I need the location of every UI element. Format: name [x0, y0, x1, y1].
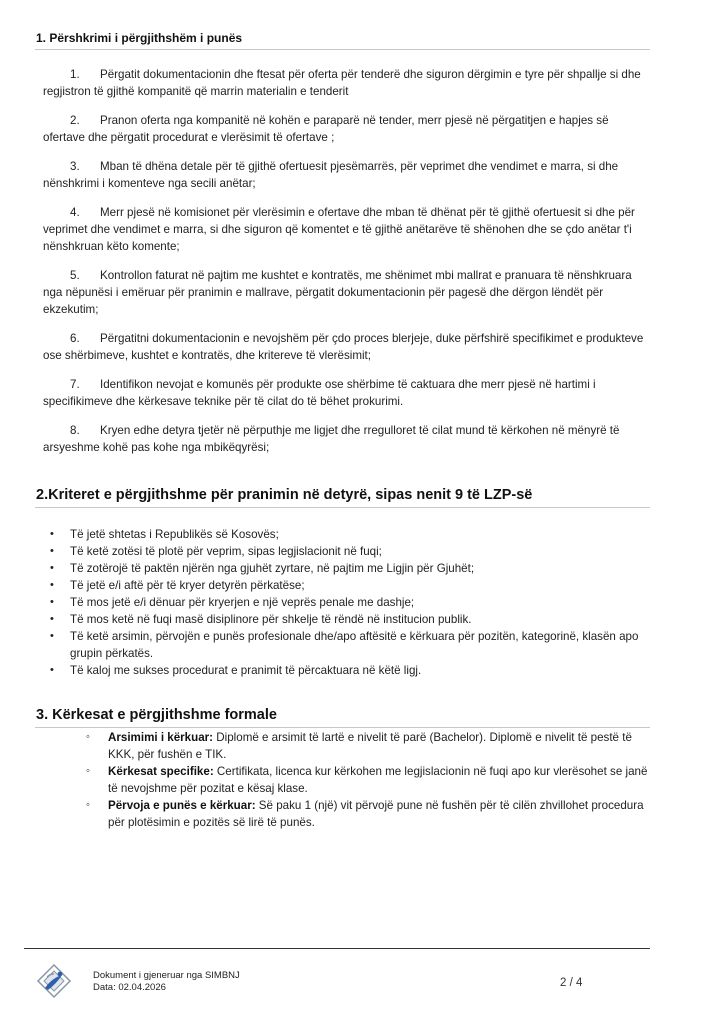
page-number: 2 / 4 — [560, 977, 583, 989]
section-1-divider — [35, 49, 650, 50]
section-1-title: 1. Përshkrimi i përgjithshëm i punës — [36, 31, 243, 45]
duty-item: 1. Përgatit dokumentacionin dhe ftesat për oferta për tenderë dhe siguron dërgimin e tyre për shpallje si dhe regjistron të gjithë kompanitë që marrin materialin e tenderit — [43, 68, 641, 98]
footer-text — [93, 970, 240, 994]
bullet-icon: • — [50, 528, 54, 540]
bullet-icon: • — [50, 562, 54, 574]
section-3-heading — [36, 706, 650, 728]
bullet-icon: • — [50, 596, 54, 608]
section-2-heading — [36, 486, 650, 508]
bullet-icon: • — [50, 545, 54, 557]
section-1-heading — [36, 30, 650, 50]
section-3-divider — [35, 727, 650, 728]
criteria-item: • Të zotërojë të paktën njërën nga gjuhët zyrtare, në pajtim me Ligjin për Gjuhët; — [50, 562, 475, 575]
bullet-icon: • — [50, 664, 54, 676]
duty-item: 2. Pranon oferta nga kompanitë në kohën e paraparë në tender, merr pjesë në përgatitjen e hapjes së ofertave dhe përgatit procedurat e vlerësimit të ofertave ; — [43, 114, 609, 144]
requirement-item: ◦ Arsimimi i kërkuar: Diplomë e arsimit të lartë e nivelit të parë (Bachelor). Diplomë e nivelit të pestë të KKK, për fushën e TIK. — [86, 731, 632, 761]
section-2-divider — [35, 507, 650, 508]
criteria-item: • Të ketë arsimin, përvojën e punës profesionale dhe/apo aftësitë e kërkuara për pozitën, kategorinë, klasën apo grupin përkatës. — [50, 630, 639, 660]
footer-generated-by: Dokument i gjeneruar nga SIMBNJ — [93, 970, 240, 981]
criteria-list — [42, 526, 648, 679]
duty-item: 7. Identifikon nevojat e komunës për produkte ose shërbime të caktuara dhe merr pjesë në hartimi i specifikimeve dhe kërkesave teknike për të cilat do të bëhet prokurimi. — [43, 378, 596, 408]
bullet-icon: • — [50, 579, 54, 591]
circle-bullet-icon: ◦ — [86, 731, 90, 743]
duty-item: 3. Mban të dhëna detale për të gjithë ofertuesit pjesëmarrës, për veprimet dhe vendimet e marra, si dhe nënshkrimi i komenteve nga secili anëtar; — [43, 160, 619, 190]
simbnj-logo-icon — [36, 963, 72, 999]
criteria-item: • Të mos ketë në fuqi masë disiplinore për shkelje të rëndë në institucion publik. — [50, 613, 472, 626]
duty-item: 8. Kryen edhe detyra tjetër në përputhje me ligjet dhe rregulloret të cilat mund të kërkohen në mënyrë të arsyeshme kohë pas kohe nga mbikëqyrësi; — [43, 424, 620, 454]
formal-requirements-list — [86, 729, 648, 831]
bullet-icon: • — [50, 613, 54, 625]
criteria-item: • Të jetë e/i aftë për të kryer detyrën përkatëse; — [50, 579, 305, 592]
circle-bullet-icon: ◦ — [86, 765, 90, 777]
requirement-item: ◦ Kërkesat specifike: Certifikata, licenca kur kërkohen me legjislacionin në fuqi apo kur vlerësohet se janë të nevojshme për pozitat e kësaj klase. — [86, 765, 648, 795]
duties-list — [43, 66, 649, 468]
footer-date: Data: 02.04.2026 — [93, 982, 166, 993]
duty-item: 4. Merr pjesë në komisionet për vlerësimin e ofertave dhe mban të dhënat për të gjithë ofertuesit si dhe për veprimet dhe vendimet e marra, si dhe siguron që komentet e të gjithë anëtarëve të shënohen dhe se çdo anëtar t'i nënshkruan këto komente; — [43, 206, 635, 253]
criteria-item: • Të ketë zotësi të plotë për veprim, sipas legjislacionit në fuqi; — [50, 545, 382, 558]
criteria-item: • Të jetë shtetas i Republikës së Kosovës; — [50, 528, 279, 541]
section-2-title: 2.Kriteret e përgjithshme për pranimin në detyrë, sipas nenit 9 të LZP-së — [36, 487, 533, 503]
footer-divider — [24, 948, 650, 949]
requirement-label: Kërkesat specifike: — [108, 765, 214, 778]
requirement-label: Arsimimi i kërkuar: — [108, 731, 214, 744]
circle-bullet-icon: ◦ — [86, 799, 90, 811]
duty-item: 5. Kontrollon faturat në pajtim me kushtet e kontratës, me shënimet mbi mallrat e pranuara të nënshkruara nga nëpunësi i emëruar për pranimin e mallrave, përgatit dokumentacionin për pagesë dhe dërgon lëndët për ekzekutim; — [43, 269, 632, 316]
criteria-item: • Të kaloj me sukses procedurat e pranimit të përcaktuara në këtë ligj. — [50, 664, 422, 677]
requirement-label: Përvoja e punës e kërkuar: — [108, 799, 256, 812]
section-3-title: 3. Kërkesat e përgjithshme formale — [36, 707, 277, 723]
requirement-item: ◦ Përvoja e punës e kërkuar: Së paku 1 (një) vit përvojë pune në fushën për të cilën zhvillohet procedura për plotësimin e pozitës së lirë të punës. — [86, 799, 644, 829]
duty-item: 6. Përgatitni dokumentacionin e nevojshëm për çdo proces blerjeje, duke përfshirë specifikimet e produkteve ose shërbimeve, kushtet e kontratës, dhe kritereve të vlerësimit; — [43, 332, 644, 362]
bullet-icon: • — [50, 630, 54, 642]
criteria-item: • Të mos jetë e/i dënuar për kryerjen e një veprës penale me dashje; — [50, 596, 415, 609]
